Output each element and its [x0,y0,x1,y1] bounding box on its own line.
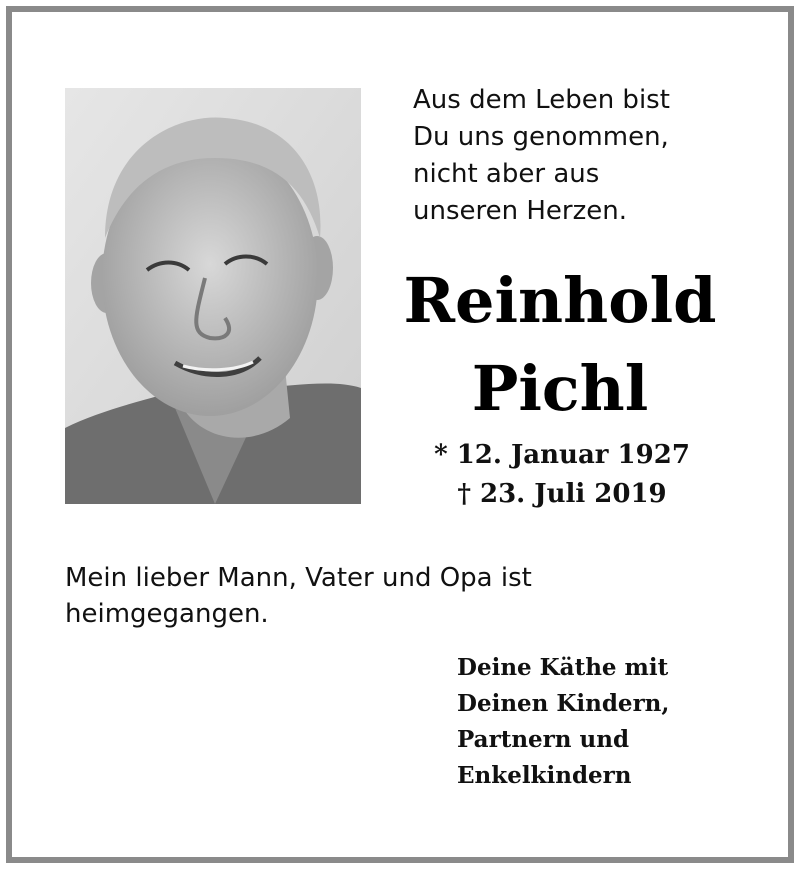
deceased-first-name: Reinhold [403,264,717,337]
signature-line: Deine Käthe mit [457,654,669,681]
announcement-line: Mein lieber Mann, Vater und Opa ist [65,563,532,593]
death-date: † 23. Juli 2019 [457,479,667,509]
announcement-text [65,560,625,632]
portrait-photo [65,88,361,504]
announcement-line: heimgegangen. [65,599,269,629]
mourners-signature [457,650,757,794]
birth-date: * 12. Januar 1927 [434,440,690,470]
signature-line: Deinen Kindern, [457,690,670,717]
verse-line: unseren Herzen. [413,196,627,226]
verse-line: Du uns genommen, [413,122,669,152]
signature-line: Partnern und [457,726,630,753]
verse-line: Aus dem Leben bist [413,85,670,115]
deceased-last-name: Pichl [471,352,649,425]
verse-line: nicht aber aus [413,159,600,189]
memorial-verse [413,82,753,230]
signature-line: Enkelkindern [457,762,632,789]
